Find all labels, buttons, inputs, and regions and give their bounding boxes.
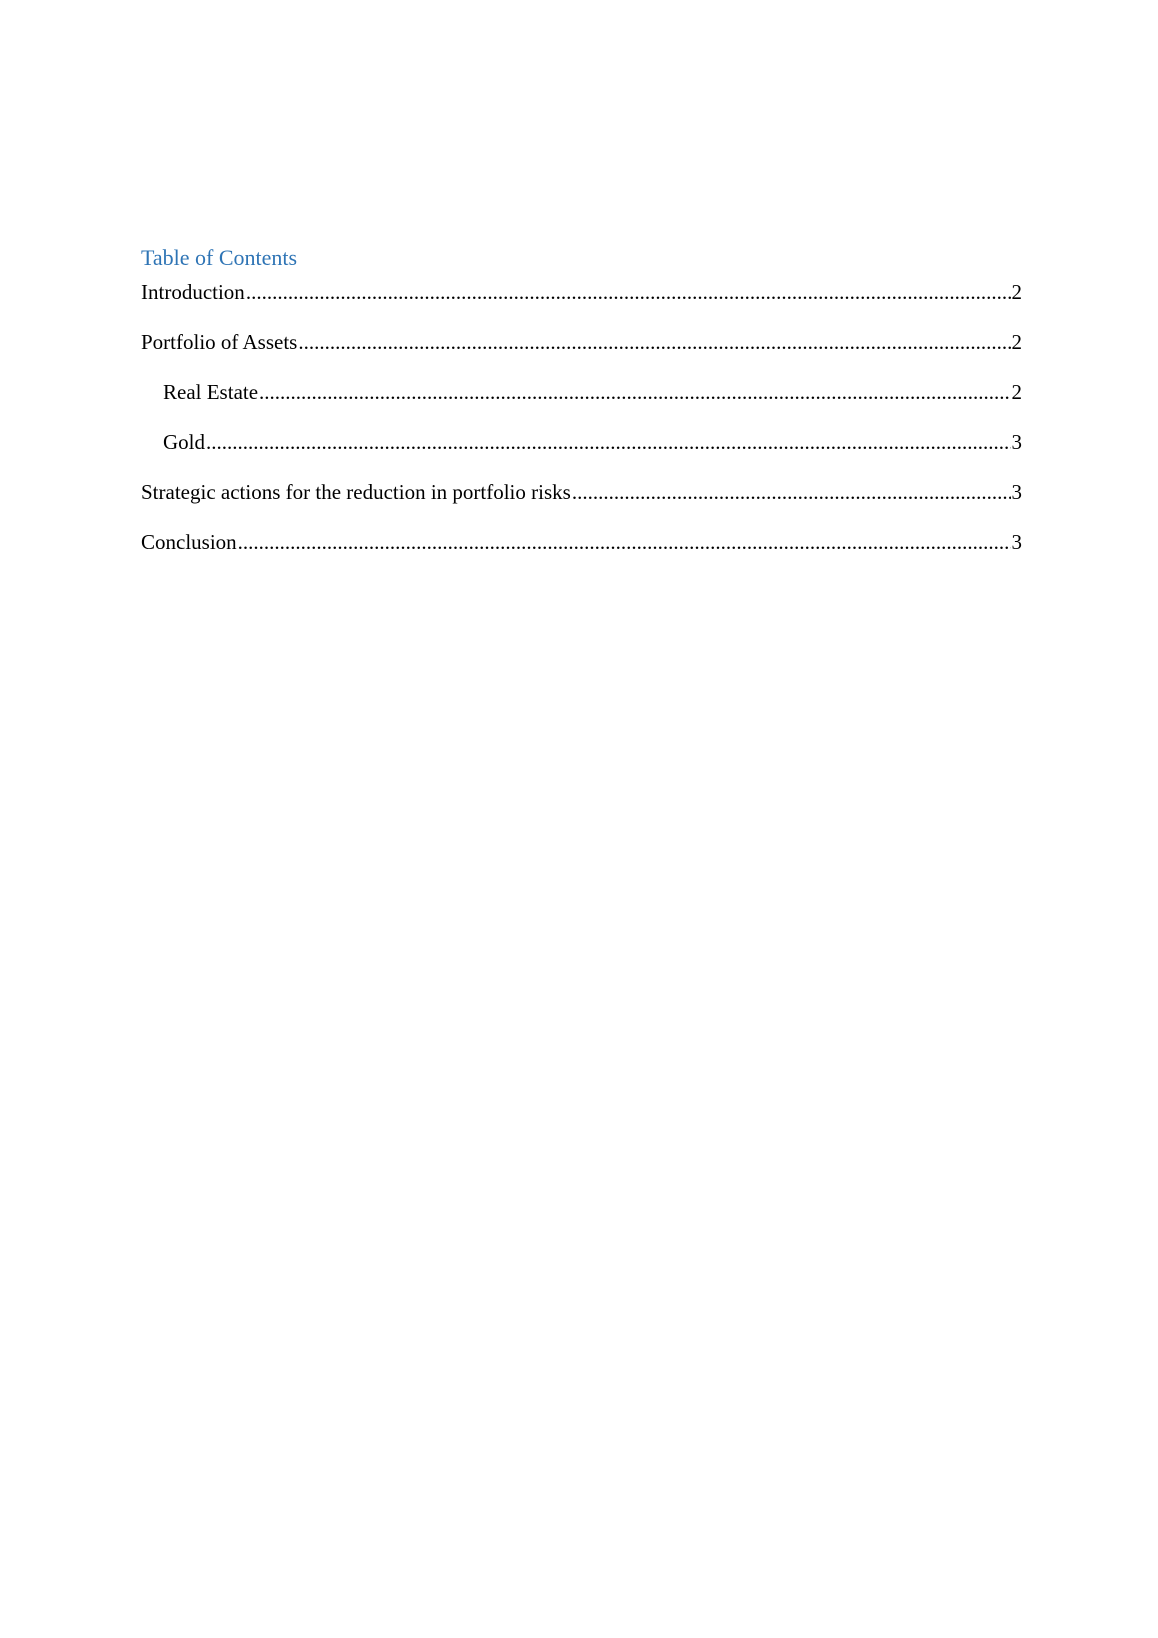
toc-entry-conclusion[interactable]	[141, 528, 1022, 556]
toc-entry-real-estate[interactable]	[141, 378, 1022, 406]
toc-page-number: 2	[1011, 280, 1022, 304]
toc-entry-label: Introduction	[141, 280, 245, 304]
toc-heading: Table of Contents	[141, 245, 298, 270]
toc-entry-label: Real Estate	[163, 380, 259, 404]
table-of-contents	[141, 238, 1022, 578]
toc-page-number: 3	[1011, 480, 1022, 504]
toc-page-number: 3	[1011, 430, 1022, 454]
toc-entry-gold[interactable]	[141, 428, 1022, 456]
toc-dot-leader	[259, 378, 1010, 406]
toc-entry-introduction[interactable]	[141, 278, 1022, 306]
toc-entry-label: Portfolio of Assets	[141, 330, 298, 354]
toc-dot-leader	[206, 428, 1011, 456]
toc-page-number: 3	[1011, 530, 1022, 554]
toc-entry-strategic-actions[interactable]	[141, 478, 1022, 506]
toc-entry-label: Strategic actions for the reduction in portfolio risks	[141, 480, 571, 504]
toc-dot-leader	[238, 528, 1011, 556]
toc-dot-leader	[572, 478, 1011, 506]
toc-page-number: 2	[1011, 380, 1022, 404]
toc-entry-label: Conclusion	[141, 530, 237, 554]
toc-page-number: 2	[1011, 330, 1022, 354]
toc-entry-portfolio-of-assets[interactable]	[141, 328, 1022, 356]
toc-dot-leader	[298, 328, 1010, 356]
toc-entry-label: Gold	[163, 430, 205, 454]
toc-dot-leader	[246, 278, 1011, 306]
